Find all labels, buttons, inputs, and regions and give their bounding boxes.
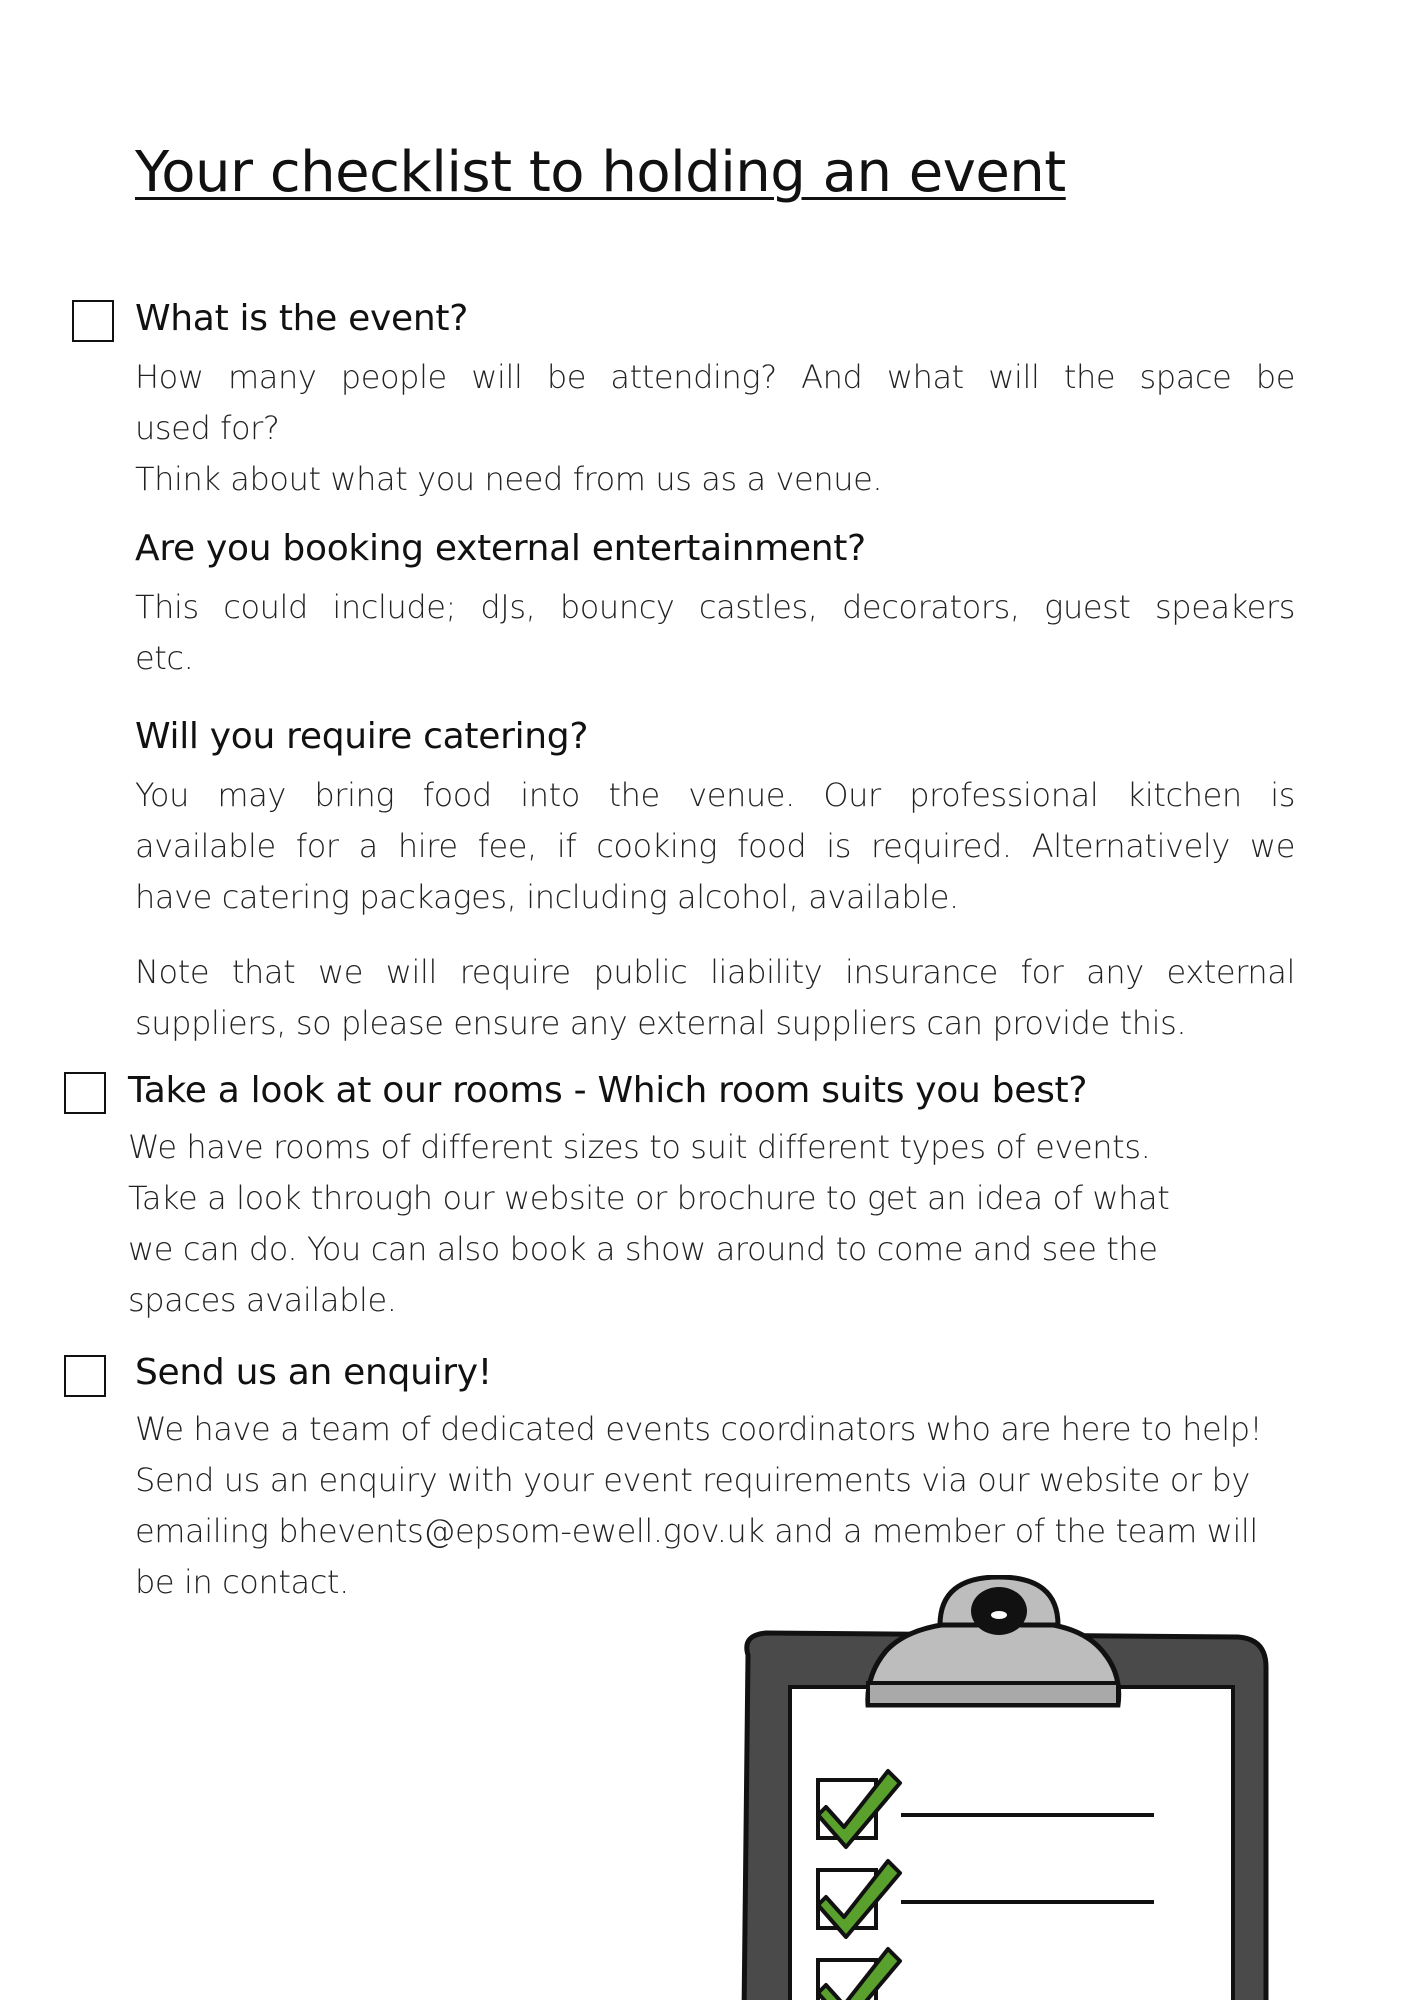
clipboard-illustration <box>718 1575 1278 2000</box>
heading-external-entertainment: Are you booking external entertainment? <box>135 528 866 569</box>
body-rooms <box>128 1122 1328 1326</box>
checkbox-enquiry[interactable] <box>64 1355 106 1397</box>
page-title: Your checklist to holding an event <box>135 140 1066 205</box>
body-what-is-the-event <box>135 352 1295 505</box>
body-external-entertainment <box>135 582 1295 684</box>
body-line: You may bring food into the venue. Our professional kitchen is <box>135 776 1295 814</box>
heading-enquiry: Send us an enquiry! <box>135 1352 492 1393</box>
body-catering <box>135 770 1295 923</box>
body-line: available for a hire fee, if cooking food is required. Alternatively we <box>135 827 1295 865</box>
body-line: How many people will be attending? And what will the space be <box>135 358 1295 396</box>
note-insurance <box>135 947 1295 1049</box>
clipboard-clip-highlight <box>991 1611 1007 1619</box>
body-line: have catering packages, including alcohol, available. <box>135 878 959 916</box>
body-line: Send us an enquiry with your event requirements via our website or by <box>135 1461 1250 1499</box>
body-line: be in contact. <box>135 1563 349 1601</box>
clipboard-paper <box>790 1687 1233 2000</box>
body-line: Think about what you need from us as a venue. <box>135 460 883 498</box>
clipboard-clip-band <box>868 1683 1118 1705</box>
checkbox-rooms[interactable] <box>64 1072 106 1114</box>
body-line: we can do. You can also book a show around to come and see the <box>128 1230 1158 1268</box>
body-line: We have a team of dedicated events coordinators who are here to help! <box>135 1410 1263 1448</box>
body-line: This could include; dJs, bouncy castles, decorators, guest speakers <box>135 588 1295 626</box>
checkbox-what-is-the-event[interactable] <box>72 300 114 342</box>
body-line: We have rooms of different sizes to suit different types of events. <box>128 1128 1151 1166</box>
note-line: Note that we will require public liability insurance for any external <box>135 953 1295 991</box>
body-line: used for? <box>135 409 280 447</box>
heading-catering: Will you require catering? <box>135 716 589 757</box>
note-line: suppliers, so please ensure any external suppliers can provide this. <box>135 1004 1187 1042</box>
body-line: etc. <box>135 639 194 677</box>
body-line: emailing bhevents@epsom-ewell.gov.uk and a member of the team will <box>135 1512 1258 1550</box>
heading-rooms: Take a look at our rooms - Which room suits you best? <box>128 1070 1088 1111</box>
body-line: spaces available. <box>128 1281 397 1319</box>
heading-what-is-the-event: What is the event? <box>135 298 468 339</box>
body-line: Take a look through our website or brochure to get an idea of what <box>128 1179 1170 1217</box>
